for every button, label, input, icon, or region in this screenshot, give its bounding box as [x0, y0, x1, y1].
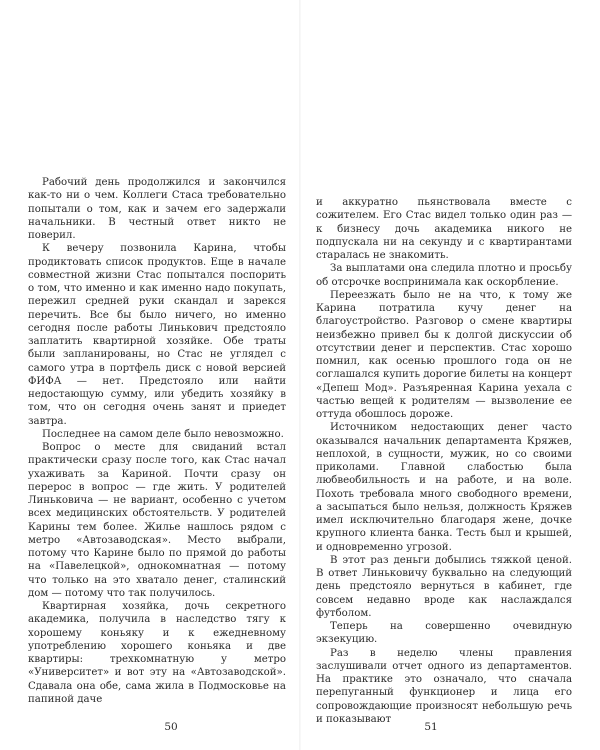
paragraph: Переезжать было не на что, к тому же Карина потратила кучу денег на благоустройство. Разговор о смене квартиры неизбежно привел бы к долгой дискуссии об отсутствии денег и перспектив. Стас хорошо помнил, как осенью прошлого года он не соглашался купить дорогие билеты на концерт «Депеш Мод». Разъяренная Карина уехала с частью вещей к родителям — вызволение ее оттуда обошлось дороже. — [316, 289, 572, 420]
page-number: 51 — [424, 721, 438, 733]
book-gutter — [299, 0, 301, 750]
right-page — [316, 196, 572, 733]
paragraph: Раз в неделю члены правления заслушивали отчет одного из департаментов. На практике это означало, что сначала перепуганный функционер и лица его сопровождающие произносят небольшую речь и показывают — [316, 647, 572, 725]
right-page-text — [316, 196, 572, 726]
left-page-text — [28, 176, 286, 706]
paragraph: Квартирная хозяйка, дочь секретного академика, получила в наследство тягу к хорошему коньяку и к ежедневному употреблению хорошего коньяка и две квартиры: трехкомнатную у метро «Университет» и вот эту на «Автозаводской». Сдавала она обе, сама жила в Подмосковье на папиной даче — [28, 601, 286, 705]
paragraph: Рабочий день продолжился и закончился как-то ни о чем. Коллеги Стаса требовательно попытали о том, как и зачем его задержали начальники. В честный ответ никто не поверил. — [28, 177, 286, 241]
paragraph: За выплатами она следила плотно и просьбу об отсрочке воспринимала как оскорбление. — [316, 263, 572, 288]
paragraph: Вопрос о месте для свиданий встал практически сразу после того, как Стас начал ухаживать за Кариной. Почти сразу он перерос в вопрос — где жить. У родителей Линьковича — не вариант, особенно с учетом всех медицинских обстоятельств. У родителей Карины тем более. Жилье нашлось рядом с метро «Автозаводская». Место выбрали, потому что Карине было по прямой до работы на «Павелецкой», однокомнатная — потому что только на это хватало денег, сталинский дом — потому что так получилось. — [28, 442, 286, 599]
page-number: 50 — [164, 721, 178, 733]
paragraph: К вечеру позвонила Карина, чтобы продиктовать список продуктов. Еще в начале совместной жизни Стас попытался поспорить о том, что именно и как именно надо покупать, пережил средней руки скандал и зарекся перечить. Все бы было ничего, но именно сегодня после работы Линькович предстояло заплатить квартирной хозяйке. Обе траты были запланированы, но Стас не углядел с самого утра в портфель диск с новой версией ФИФА — нет. Предстояло или найти недостающую сумму, или убедить хозяйку в том, что он сегодня очень занят и приедет завтра. — [28, 243, 286, 427]
paragraph: Теперь на совершенно очевидную экзекуцию. — [316, 621, 572, 646]
paragraph: Источником недостающих денег часто оказывался начальник департамента Кряжев, неплохой, в сущности, мужик, но со своими приколами. Главной слабостью была любвеобильность и на работе, и на воле. Похоть требовала много свободного времени, а засыпаться было нельзя, должность Кряжев имел исключительно благодаря жене, дочке крупного клиента банка. Тесть был и крышей, и одновременно угрозой. — [316, 422, 572, 553]
paragraph: В этот раз деньги добылись тяжкой ценой. В ответ Линьковичу буквально на следующий день предстояло вернуться в кабинет, где совсем недавно вроде как наслаждался футболом. — [316, 554, 572, 619]
paragraph: и аккуратно пьянствовала вместе с сожителем. Его Стас видел только один раз — к бизнесу дочь академика никого не подпускала ни на секунду и с квартирантами старалась не знакомить. — [316, 197, 572, 261]
paragraph: Последнее на самом деле было невозможно. — [42, 428, 284, 440]
left-page — [28, 176, 286, 733]
